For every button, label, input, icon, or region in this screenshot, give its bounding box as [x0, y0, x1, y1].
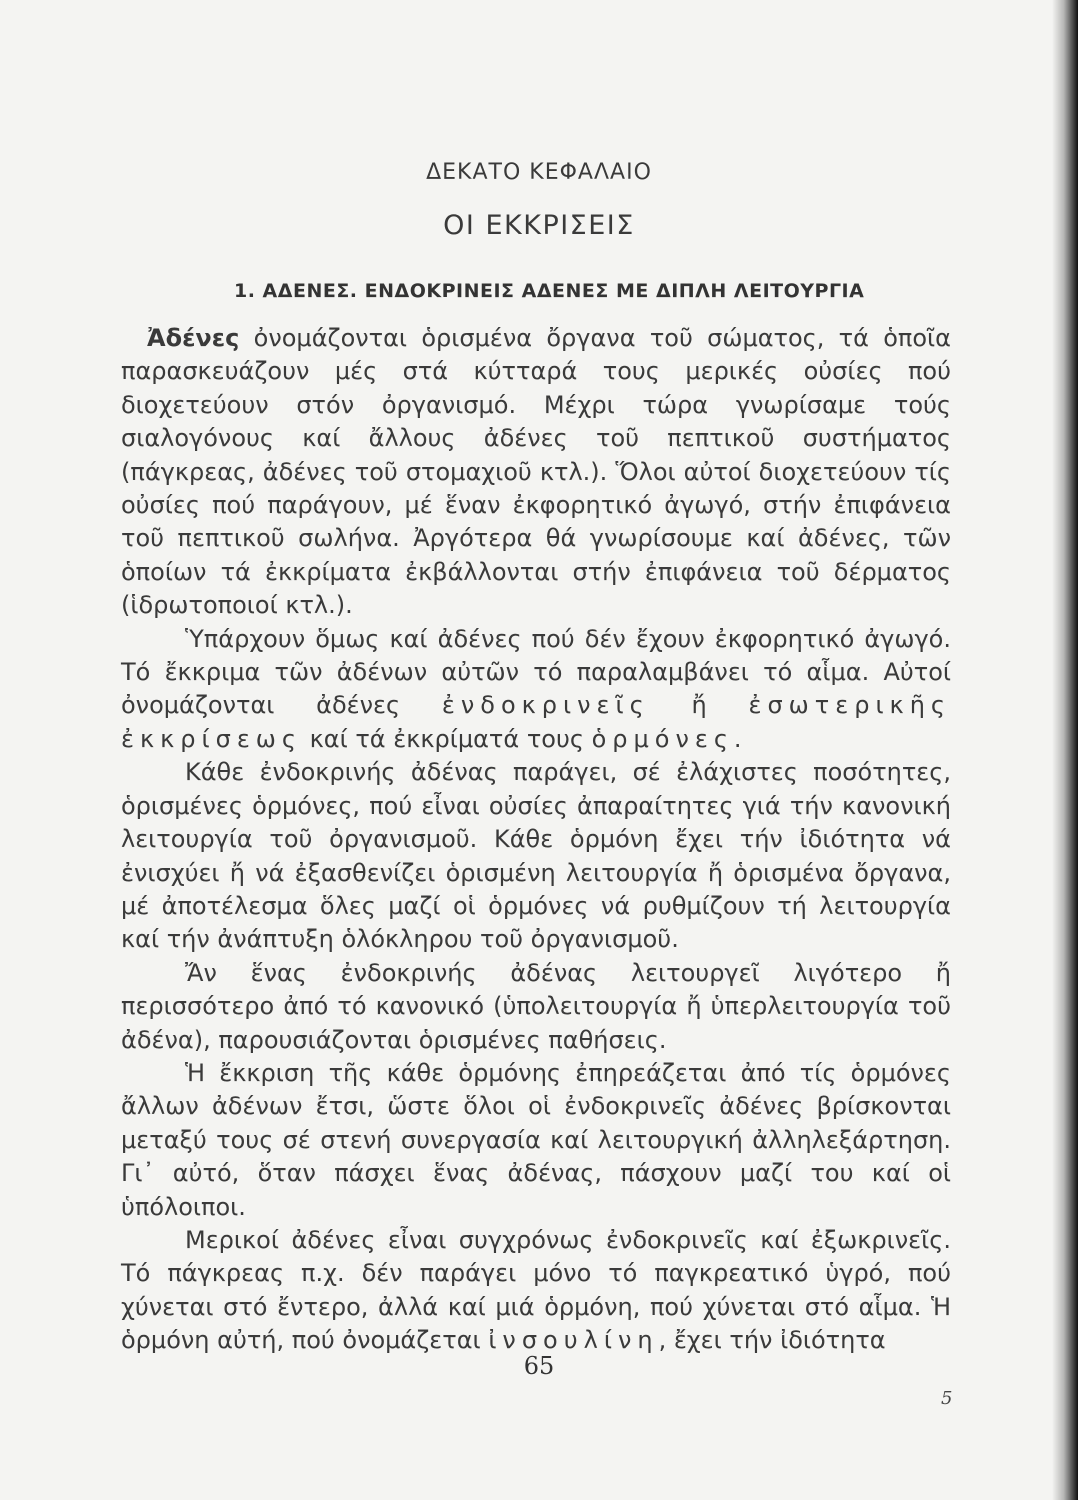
- body-text: [121, 322, 951, 1358]
- paragraph-6-text-a: Μερικοί ἀδένες εἶναι συγχρόνως ἐνδοκρινεῖς καί ἐξωκρινεῖς. Τό πάγκρεας π.χ. δέν παράγει μόνο τό παγκρεατικό ὑγρό, πού χύνεται στό ἔντερο, ἀλλά καί μιά ὁρμόνη, πού χύνεται στό αἷμα. Ἡ ὁρμόνη αὐτή, πού ὀνομάζεται: [121, 1225, 951, 1355]
- term-internal-secretion: ἐσωτερικῆς ἐκκρίσεως: [121, 691, 951, 753]
- page-number: 65: [523, 1352, 555, 1380]
- term-endocrine: ἐνδοκρινεῖς: [441, 691, 650, 720]
- paragraph-2-text-a: Ὑπάρχουν ὅμως καί ἀδένες πού δέν ἔχουν ἐκφορητικό ἀγωγό. Τό ἔκκριμα τῶν ἀδένων αὐτῶν τό παραλαμβάνει τό αἷμα. Αὐτοί ὀνομάζονται ἀδένες: [121, 624, 951, 720]
- paragraph-2: [121, 623, 951, 757]
- paragraph-2-text-b: ἤ: [649, 691, 749, 720]
- paragraph-3: Κάθε ἐνδοκρινής ἀδένας παράγει, σέ ἐλάχιστες ποσότητες, ὁρισμένες ὁρμόνες, πού εἶναι οὐσίες ἀπαραίτητες γιά τήν κανονική λειτουργία τοῦ ὀργανισμοῦ. Κάθε ὁρμόνη ἔχει τήν ἰδιότητα νά ἐνισχύει ἤ νά ἐξασθενίζει ὁρισμένη λειτουργία ἤ ὁρισμένα ὄργανα, μέ ἀποτέλεσμα ὅλες μαζί οἱ ὁρμόνες νά ρυθμίζουν τή λειτουργία καί τήν ἀνάπτυξη ὁλόκληρου τοῦ ὀργανισμοῦ.: [121, 758, 951, 954]
- paragraph-2-text-d: .: [733, 724, 742, 753]
- paragraph-6-text-b: , ἔχει τήν ἰδιότητα: [658, 1326, 886, 1355]
- term-insulin: ἰνσουλίνη: [488, 1326, 659, 1355]
- chapter-title: ΟΙ ΕΚΚΡΙΣΕΙΣ: [443, 210, 635, 241]
- term-hormones: ὁρμόνες: [591, 724, 734, 753]
- paragraph-1: [121, 322, 951, 623]
- paragraph-2-text-c: καί τά ἐκκρίματά τους: [301, 724, 592, 753]
- paragraph-6: [121, 1224, 951, 1358]
- section-heading: 1. ΑΔΕΝΕΣ. ΕΝΔΟΚΡΙΝΕΙΣ ΑΔΕΝΕΣ ΜΕ ΔΙΠΛΗ ΛΕΙΤΟΥΡΓΙΑ: [234, 280, 865, 302]
- paragraph-1-text: ὀνομάζονται ὁρισμένα ὄργανα τοῦ σώματος, τά ὁποῖα παρασκευάζουν μές στά κύτταρά τους μερικές οὐσίες πού διοχετεύουν στόν ὀργανισμό. Μέχρι τώρα γνωρίσαμε τούς σιαλογόνους καί ἄλλους ἀδένες τοῦ πεπτικοῦ συστήματος (πάγκρεας, ἀδένες τοῦ στομαχιοῦ κτλ.). Ὅλοι αὐτοί διοχετεύουν τίς οὐσίες πού παράγουν, μέ ἕναν ἐκφορητικό ἀγωγό, στήν ἐπιφάνεια τοῦ πεπτικοῦ σωλήνα. Ἀργότερα θά γνωρίσουμε καί ἀδένες, τῶν ὁποίων τά ἐκκρίματα ἐκβάλλονται στήν ἐπιφάνεια τοῦ δέρματος (ἱδρωτοποιοί κτλ.).: [121, 324, 951, 620]
- paragraph-1-lead-term: Ἀδένες: [147, 324, 240, 352]
- paragraph-4: Ἄν ἕνας ἐνδοκρινής ἀδένας λειτουργεῖ λιγότερο ἤ περισσότερο ἀπό τό κανονικό (ὑπολειτουργία ἤ ὑπερλειτουργία τοῦ ἀδένα), παρουσιάζονται ὁρισμένες παθήσεις.: [121, 958, 951, 1054]
- signature-mark: 5: [941, 1388, 953, 1409]
- chapter-label: ΔΕΚΑΤΟ ΚΕΦΑΛΑΙΟ: [426, 160, 652, 185]
- paragraph-5: Ἡ ἔκκριση τῆς κάθε ὁρμόνης ἐπηρεάζεται ἀπό τίς ὁρμόνες ἄλλων ἀδένων ἔτσι, ὥστε ὅλοι οἱ ἐνδοκρινεῖς ἀδένες βρίσκονται μεταξύ τους σέ στενή συνεργασία καί λειτουργική ἀλληλεξάρτηση. Γι᾿ αὐτό, ὅταν πάσχει ἕνας ἀδένας, πάσχουν μαζί του καί οἱ ὑπόλοιποι.: [121, 1058, 951, 1221]
